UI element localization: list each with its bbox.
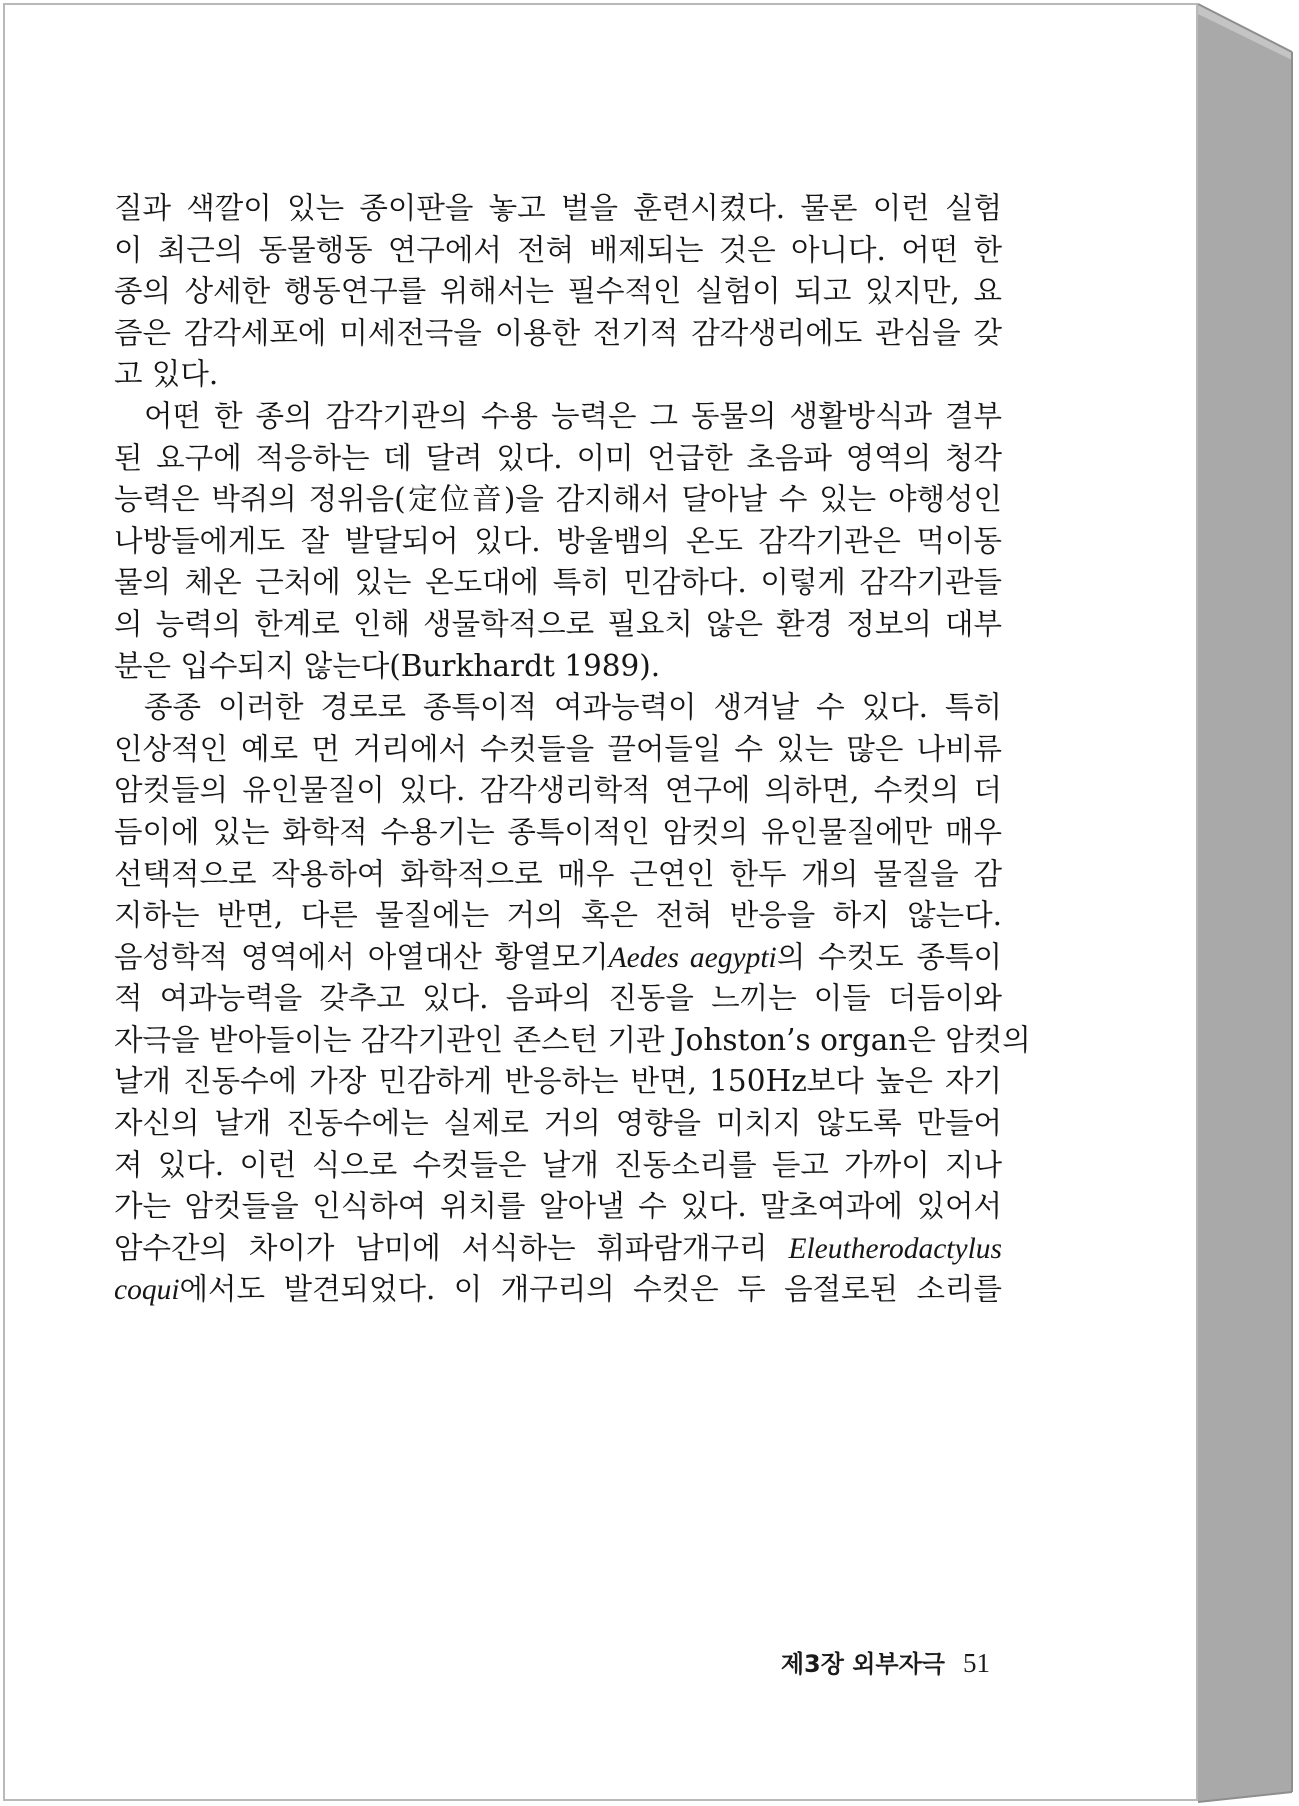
text-line: 종종 이러한 경로로 종특이적 여과능력이 생겨날 수 있다. 특히 [144, 690, 1002, 725]
text-line: 이 최근의 동물행동 연구에서 전혀 배제되는 것은 아니다. 어떤 한 [114, 232, 1002, 267]
text-segment: 의 수컷도 종특이 [776, 939, 1002, 974]
text-line: 분은 입수되지 않는다(Burkhardt 1989). [114, 648, 661, 683]
text-line: 적 여과능력을 갖추고 있다. 음파의 진동을 느끼는 이들 더듬이와 [114, 981, 1002, 1016]
text-segment: 에서도 발견되었다. 이 개구리의 수컷은 두 음절로된 소리를 [179, 1272, 1002, 1307]
text-line: 즘은 감각세포에 미세전극을 이용한 전기적 감각생리에도 관심을 갖 [114, 315, 1002, 350]
text-line: 된 요구에 적응하는 데 달려 있다. 이미 언급한 초음파 영역의 청각 [114, 440, 1002, 475]
running-footer [760, 1644, 990, 1679]
text-line: 자신의 날개 진동수에는 실제로 거의 영향을 미치지 않도록 만들어 [114, 1106, 1002, 1141]
text-line: 나방들에게도 잘 발달되어 있다. 방울뱀의 온도 감각기관은 먹이동 [114, 523, 1002, 558]
species-name: Eleutherodactylus [788, 1232, 1002, 1265]
text-line: 자극을 받아들이는 감각기관인 존스턴 기관 Johston’s organ은 암컷의 [114, 1022, 1031, 1057]
text-line: 질과 색깔이 있는 종이판을 놓고 벌을 훈련시켰다. 물론 이런 실험 [114, 191, 1002, 225]
text-line: 고 있다. [114, 357, 219, 392]
text-line: 가는 암컷들을 인식하여 위치를 알아낼 수 있다. 말초여과에 있어서 [114, 1189, 1002, 1224]
body-text [114, 188, 1031, 1311]
page-number: 51 [963, 1648, 990, 1678]
text-line: 인상적인 예로 먼 거리에서 수컷들을 끌어들일 수 있는 많은 나비류 [114, 731, 1002, 766]
species-name: Aedes aegypti [608, 941, 777, 974]
chapter-title: 제3장 외부자극 [780, 1650, 945, 1678]
text-line: 의 능력의 한계로 인해 생물학적으로 필요치 않은 환경 정보의 대부 [114, 606, 1002, 641]
text-line: 지하는 반면, 다른 물질에는 거의 혹은 전혀 반응을 하지 않는다. [114, 898, 1002, 933]
text-line [114, 1228, 1002, 1270]
text-line: 능력은 박쥐의 정위음(定位音)을 감지해서 달아날 수 있는 야행성인 [114, 482, 1002, 517]
text-line: 암컷들의 유인물질이 있다. 감각생리학적 연구에 의하면, 수컷의 더 [114, 773, 1002, 808]
text-line: 날개 진동수에 가장 민감하게 반응하는 반면, 150Hz보다 높은 자기 [114, 1064, 1002, 1099]
text-line: 져 있다. 이런 식으로 수컷들은 날개 진동소리를 듣고 가까이 지나 [114, 1147, 1002, 1182]
text-line [114, 937, 1002, 979]
text-segment: 암수간의 차이가 남미에 서식하는 휘파람개구리 [114, 1230, 768, 1265]
species-name: coqui [114, 1274, 180, 1307]
text-line: 물의 체온 근처에 있는 온도대에 특히 민감하다. 이렇게 감각기관들 [114, 565, 1002, 600]
text-line: 선택적으로 작용하여 화학적으로 매우 근연인 한두 개의 물질을 감 [114, 856, 1002, 891]
text-line: 종의 상세한 행동연구를 위해서는 필수적인 실험이 되고 있지만, 요 [114, 274, 1002, 309]
text-line: 듬이에 있는 화학적 수용기는 종특이적인 암컷의 유인물질에만 매우 [114, 814, 1002, 849]
text-line: 어떤 한 종의 감각기관의 수용 능력은 그 동물의 생활방식과 결부 [144, 398, 1002, 433]
text-line [114, 1269, 1002, 1311]
text-segment: 음성학적 영역에서 아열대산 황열모기 [114, 939, 609, 974]
